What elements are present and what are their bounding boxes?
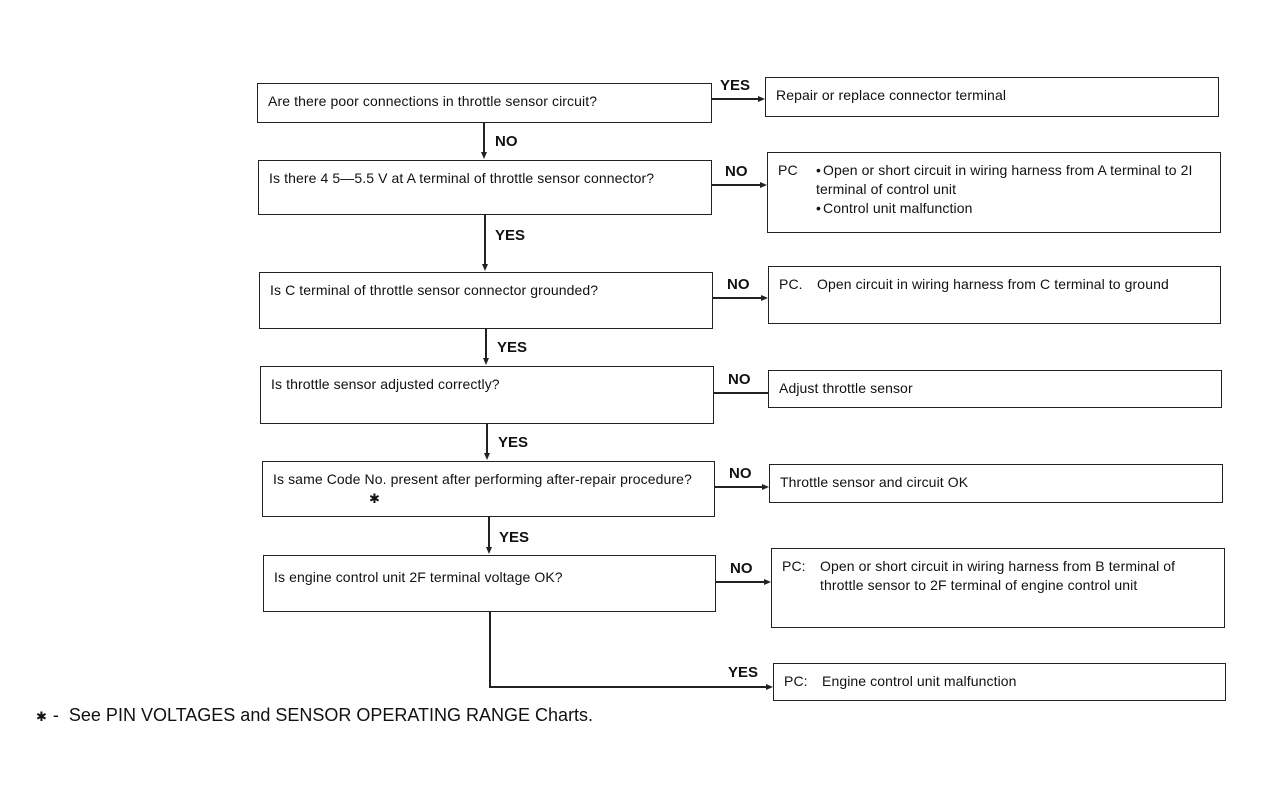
connector-bottom-to-result-7 <box>489 686 766 688</box>
yes-label-q2: YES <box>495 227 526 244</box>
question-box-5 <box>262 461 715 517</box>
connector-q2-r2 <box>712 184 760 186</box>
result-text-4: Adjust throttle sensor <box>779 380 913 396</box>
question-box-4 <box>260 366 714 424</box>
question-text-5: Is same Code No. present after performing after-repair procedure? <box>273 471 692 487</box>
connector-q4-q5 <box>486 424 488 454</box>
result-box-2 <box>767 152 1221 233</box>
arrow-down-icon <box>482 264 488 271</box>
connector-q1-r1 <box>712 98 758 100</box>
pc-label-7: PC: <box>784 673 808 689</box>
question-text-6: Is engine control unit 2F terminal voltage OK? <box>274 569 563 585</box>
question-text-3: Is C terminal of throttle sensor connector grounded? <box>270 282 599 298</box>
result-box-7 <box>773 663 1226 701</box>
no-label-q1: NO <box>495 133 518 150</box>
arrow-right-icon <box>766 684 773 690</box>
arrow-right-icon <box>762 484 769 490</box>
no-label-q3: NO <box>727 276 750 293</box>
result-text-3: Open circuit in wiring harness from C terminal to ground <box>817 276 1169 292</box>
no-label-q4: NO <box>728 371 751 388</box>
result-box-5 <box>769 464 1223 503</box>
pc-label-6: PC: <box>782 558 806 574</box>
question-text-4: Is throttle sensor adjusted correctly? <box>271 376 500 392</box>
footnote-text: See PIN VOLTAGES and SENSOR OPERATING RANGE Charts. <box>68 705 594 725</box>
connector-q2-q3 <box>484 215 486 265</box>
connector-q4-r4 <box>714 392 768 394</box>
arrow-right-icon <box>758 96 765 102</box>
connector-q5-r5 <box>715 486 762 488</box>
result-box-1 <box>765 77 1219 117</box>
result-box-4 <box>768 370 1222 408</box>
question-box-6 <box>263 555 716 612</box>
no-label-q5: NO <box>729 465 752 482</box>
asterisk-icon: ✱ <box>36 709 47 724</box>
arrow-down-icon <box>483 358 489 365</box>
yes-label-q5: YES <box>499 529 530 546</box>
asterisk-icon: ✱ <box>369 491 380 506</box>
result-bullet-2a: • Open or short circuit in wiring harness from A terminal to 2I terminal of control unit <box>816 161 1196 199</box>
arrow-right-icon <box>761 295 768 301</box>
arrow-right-icon <box>760 182 767 188</box>
yes-label-q6: YES <box>728 664 759 681</box>
connector-q6-r6 <box>716 581 764 583</box>
connector-q3-q4 <box>485 329 487 359</box>
question-text-1: Are there poor connections in throttle sensor circuit? <box>268 93 598 109</box>
connector-q1-q2 <box>483 123 485 153</box>
footnote <box>36 705 593 726</box>
arrow-down-icon <box>484 453 490 460</box>
arrow-right-icon <box>764 579 771 585</box>
result-bullet-2b: • Control unit malfunction <box>816 199 1196 218</box>
result-text-1: Repair or replace connector terminal <box>776 87 1007 103</box>
no-label-q2: NO <box>725 163 748 180</box>
result-text-7: Engine control unit malfunction <box>822 673 1017 689</box>
pc-label-3: PC. <box>779 276 803 292</box>
connector-q5-q6 <box>488 517 490 548</box>
result-text-6: Open or short circuit in wiring harness from B terminal of throttle sensor to 2F terminal of engine control unit <box>820 558 1176 593</box>
question-text-2: Is there 4 5—5.5 V at A terminal of throttle sensor connector? <box>269 170 655 186</box>
result-box-6 <box>771 548 1225 628</box>
connector-q3-r3 <box>713 297 761 299</box>
pc-label-2: PC <box>778 162 798 178</box>
arrow-down-icon <box>486 547 492 554</box>
question-box-3 <box>259 272 713 329</box>
connector-q6-bottom <box>489 612 491 687</box>
yes-label-q1: YES <box>720 77 751 94</box>
question-box-1 <box>257 83 712 123</box>
yes-label-q3: YES <box>497 339 528 356</box>
arrow-down-icon <box>481 152 487 159</box>
footnote-dash: - <box>52 705 59 725</box>
result-box-3 <box>768 266 1221 324</box>
no-label-q6: NO <box>730 560 753 577</box>
result-text-5: Throttle sensor and circuit OK <box>780 474 969 490</box>
question-box-2 <box>258 160 712 215</box>
yes-label-q4: YES <box>498 434 529 451</box>
